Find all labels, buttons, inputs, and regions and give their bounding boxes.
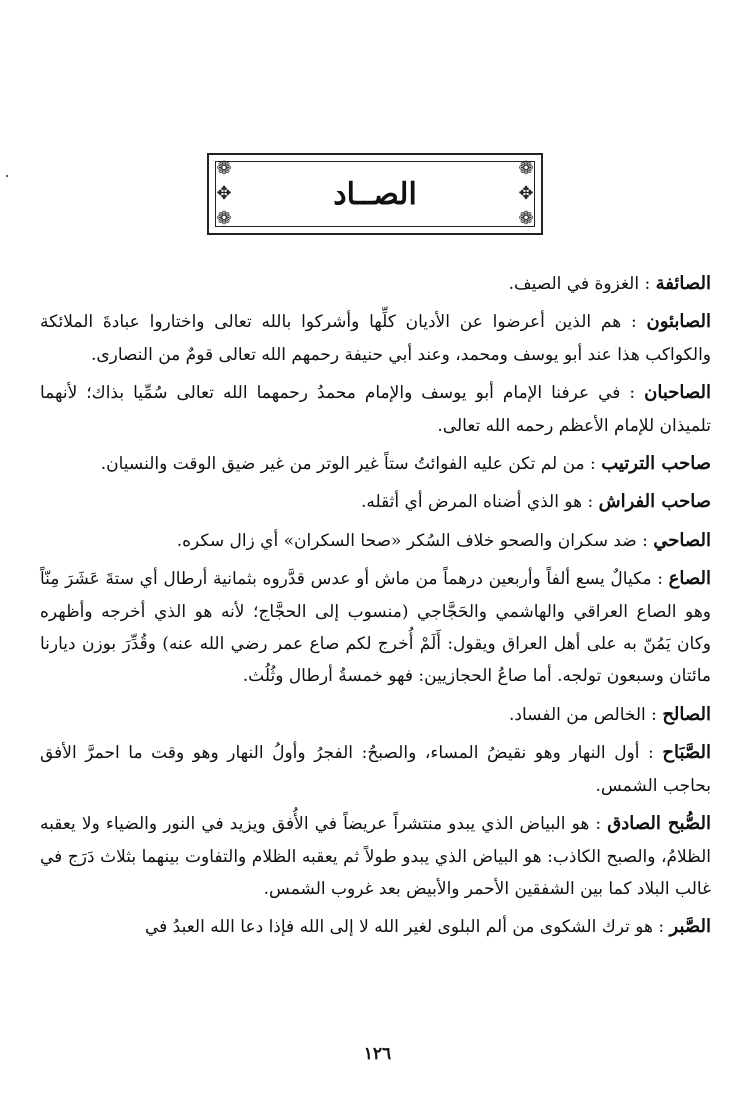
section-header (215, 161, 535, 227)
glossary-entry (40, 808, 711, 905)
entry-term: الصاحبان (644, 382, 711, 404)
entry-definition: : هو الذي أضناه المرض أي أثقله. (360, 492, 594, 513)
entry-definition: : مكيالٌ يسع ألفاً وأربعين درهماً من ماش أو عدس قدَّروه بثمانية أرطال أي ستةَ عَشَرَ مِنّاً وهو الصاع العراقي والهاشمي والحَجَّاجي (منسوب إلى الحجَّاج؛ لأنه هو الذي أخرجه وأظهره وكان يَمُنّ به على أهل العراق ويقول: أَلَمْ أُخرج لكم صاع عمر رضي الله عنه) وقُدِّرَ بوزن ديارنا مائتان وسبعون تولجه. أما صاعُ الحجازيين: فهو خمسةُ أرطال وثُلُث. (40, 569, 711, 687)
glossary-entry (40, 448, 711, 480)
side-ornament-icon: ✥ (518, 183, 534, 204)
entry-definition: : هو البياض الذي يبدو منتشراً عريضاً في الأُفق ويزيد في النور والضياء ولا يعقبه الظلامُ، والصبح الكاذب: هو البياض الذي يبدو طولاً ثم يعقبه الظلام والتفاوت بينهما بثلاث دَرَج في غالب البلاد كما بين الشفقين الأحمر والأبيض بعد غروب الشمس. (40, 814, 711, 899)
entry-term: الصابئون (646, 311, 712, 333)
entry-term: الصاحي (653, 529, 711, 551)
glossary-entry (40, 377, 711, 442)
glossary-entry (40, 737, 711, 802)
entry-term: الصُّبح الصادق (607, 813, 711, 835)
entry-definition: : هم الذين أعرضوا عن الأديان كلِّها وأشركوا بالله تعالى واختاروا عبادةَ الملائكة والكواكب هذا عند أبو يوسف ومحمد، وعند أبي حنيفة رحمهم الله تعالى قومٌ من النصارى. (40, 312, 711, 365)
entry-definition: : هو ترك الشكوى من ألم البلوى لغير الله لا إلى الله فإذا دعا الله العبدُ في (144, 917, 665, 938)
corner-ornament-icon: ❁ (518, 158, 534, 179)
corner-ornament-icon: ❁ (216, 208, 232, 229)
entry-definition: : أول النهار وهو نقيضُ المساء، والصبحُ: الفجرُ وأولُ النهار وهو وقت ما احمرَّ الأفق بحاجب الشمس. (40, 743, 711, 796)
glossary-body (40, 268, 711, 950)
side-ornament-icon: ✥ (216, 183, 232, 204)
entry-term: الصائفة (655, 273, 711, 294)
corner-ornament-icon: ❁ (518, 208, 534, 229)
page-number: ١٢٦ (363, 1044, 392, 1064)
glossary-entry (40, 525, 711, 557)
entry-term: صاحب الفراش (598, 491, 711, 513)
entry-definition: : الخالص من الفساد. (509, 704, 657, 725)
entry-definition: : ضد سكران والصحو خلاف السُكر «صحا السكران» أي زال سكره. (176, 530, 648, 551)
glossary-entry (40, 306, 711, 371)
glossary-entry (40, 699, 711, 731)
entry-term: صاحب الترتيب (601, 453, 711, 475)
entry-term: الصاع (668, 568, 711, 590)
entry-term: الصَّبَاح (662, 742, 712, 764)
glossary-entry (40, 268, 711, 300)
entry-definition: : الغزوة في الصيف. (508, 274, 651, 294)
entry-definition: : في عرفنا الإمام أبو يوسف والإمام محمدُ رحمهما الله تعالى سُمِّيا بذاك؛ لأنهما تلميذان للإمام الأعظم رحمه الله تعالى. (40, 383, 711, 436)
margin-mark (6, 175, 8, 177)
corner-ornament-icon: ❁ (216, 158, 232, 179)
entry-definition: : من لم تكن عليه الفوائتُ ستاً غير الوتر من غير ضيق الوقت والنسيان. (100, 454, 596, 475)
glossary-entry (40, 911, 711, 943)
entry-term: الصَّبر (669, 916, 711, 938)
glossary-entry (40, 486, 711, 518)
entry-term: الصالح (662, 703, 711, 725)
glossary-entry (40, 563, 711, 693)
section-header-frame (207, 153, 543, 235)
section-title: الصــاد (333, 176, 417, 212)
